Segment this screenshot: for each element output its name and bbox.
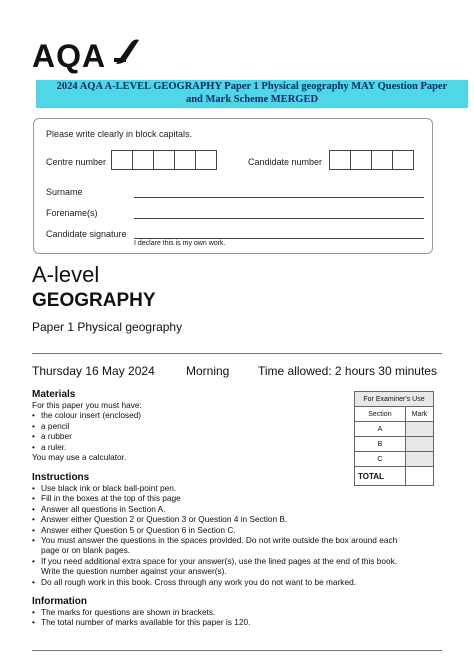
divider <box>32 353 442 354</box>
candidate-number-cell[interactable] <box>371 150 393 170</box>
table-row-section: C <box>355 452 406 467</box>
information-section <box>32 596 412 628</box>
materials-heading: Materials <box>32 389 76 400</box>
centre-number-label: Centre number <box>46 157 107 167</box>
banner-line-1: 2024 AQA A-LEVEL GEOGRAPHY Paper 1 Physical geography MAY Question Paper <box>56 81 448 92</box>
examiner-table-title: For Examiner's Use <box>355 392 434 407</box>
table-row-section: B <box>355 437 406 452</box>
centre-number-input[interactable] <box>112 150 217 170</box>
exam-session: Morning <box>186 364 230 378</box>
section-column-header: Section <box>355 407 406 422</box>
candidate-number-cell[interactable] <box>350 150 372 170</box>
materials-outro: You may use a calculator. <box>32 452 127 463</box>
list-item: • the colour insert (enclosed) <box>32 410 332 420</box>
candidate-number-cell[interactable] <box>329 150 351 170</box>
list-item: • a ruler. <box>32 442 332 452</box>
list-item: • The marks for questions are shown in brackets. <box>32 607 412 617</box>
paper-title: Paper 1 Physical geography <box>32 320 183 334</box>
total-label: TOTAL <box>355 467 406 486</box>
aqa-logo <box>32 38 142 74</box>
forename-line[interactable] <box>134 218 424 219</box>
mark-cell <box>405 437 433 452</box>
instructions-heading: Instructions <box>32 472 90 483</box>
candidate-number-cell[interactable] <box>392 150 414 170</box>
table-row-section: A <box>355 422 406 437</box>
centre-number-cell[interactable] <box>195 150 217 170</box>
candidate-details-box <box>33 118 433 254</box>
qualification-level: A-level <box>32 262 100 287</box>
information-heading: Information <box>32 596 87 607</box>
logo-text: AQA <box>32 38 107 74</box>
list-item: • Answer either Question 2 or Question 3 or Question 4 in Section B. <box>32 514 412 524</box>
materials-section <box>32 389 332 462</box>
centre-number-cell[interactable] <box>132 150 154 170</box>
mark-cell <box>405 452 433 467</box>
list-item: • The total number of marks available for this paper is 120. <box>32 617 412 627</box>
logo-mark-icon <box>112 38 140 64</box>
list-item: • Do all rough work in this book. Cross through any work you do not want to be marked. <box>32 577 412 587</box>
centre-number-cell[interactable] <box>174 150 196 170</box>
list-item: • a rubber <box>32 431 332 441</box>
form-instruction: Please write clearly in block capitals. <box>46 129 193 139</box>
mark-column-header: Mark <box>405 407 433 422</box>
list-item: • Use black ink or black ball-point pen. <box>32 483 412 493</box>
list-item: • Fill in the boxes at the top of this page <box>32 493 412 503</box>
forename-label: Forename(s) <box>46 208 98 218</box>
exam-date: Thursday 16 May 2024 <box>32 364 155 378</box>
surname-line[interactable] <box>134 197 424 198</box>
candidate-number-label: Candidate number <box>248 157 323 167</box>
centre-number-cell[interactable] <box>153 150 175 170</box>
candidate-number-input[interactable] <box>330 150 414 170</box>
list-item: • If you need additional extra space for your answer(s), use the lined pages at the end of this book. Write the question number against your answer(s). <box>32 556 412 577</box>
declaration-text: I declare this is my own work. <box>134 240 226 247</box>
list-item: • a pencil <box>32 421 332 431</box>
subject-title: GEOGRAPHY <box>32 290 156 311</box>
information-list <box>32 607 412 628</box>
time-allowed: Time allowed: 2 hours 30 minutes <box>258 364 437 378</box>
title-banner <box>36 80 468 108</box>
instructions-section <box>32 472 412 587</box>
bottom-divider <box>32 650 442 651</box>
list-item: • Answer all questions in Section A. <box>32 504 412 514</box>
list-item: • You must answer the questions in the spaces provided. Do not write outside the box around each page or on blank pages. <box>32 535 412 556</box>
materials-list <box>32 410 332 452</box>
materials-intro: For this paper you must have: <box>32 400 142 410</box>
mark-cell <box>405 422 433 437</box>
signature-label: Candidate signature <box>46 229 127 239</box>
centre-number-cell[interactable] <box>111 150 133 170</box>
surname-label: Surname <box>46 187 83 197</box>
list-item: • Answer either Question 5 or Question 6 in Section C. <box>32 525 412 535</box>
banner-line-2: and Mark Scheme MERGED <box>185 94 319 105</box>
instructions-list <box>32 483 412 587</box>
signature-line[interactable] <box>134 238 424 239</box>
